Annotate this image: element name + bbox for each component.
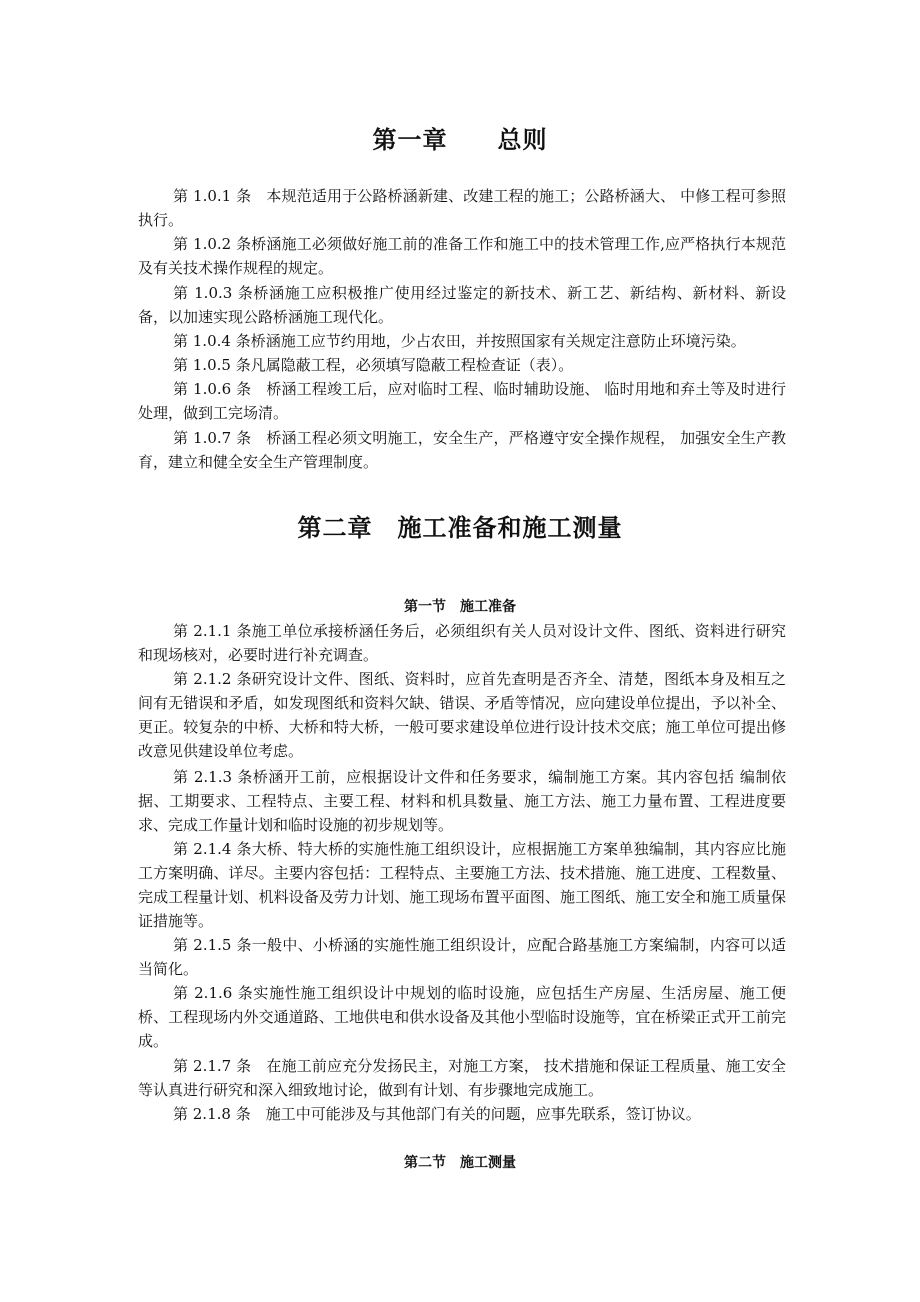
article-1-0-1: 第 1.0.1 条 本规范适用于公路桥涵新建、改建工程的施工；公路桥涵大、 中修工程可参照执行。 — [138, 187, 786, 229]
article-2-1-3: 第 2.1.3 条桥涵开工前，应根据设计文件和任务要求，编制施工方案。其内容包括 编制依据、工期要求、工程特点、主要工程、材料和机具数量、施工方法、施工力量布置、工程进度要求、完成工作量计划和临时设施的初步规划等。 — [138, 768, 786, 834]
article-2-1-5: 第 2.1.5 条一般中、小桥涵的实施性施工组织设计，应配合路基施工方案编制，内容可以适当简化。 — [138, 936, 786, 978]
article-2-1-1: 第 2.1.1 条施工单位承接桥涵任务后，必须组织有关人员对设计文件、图纸、资料进行研究和现场核对，必要时进行补充调查。 — [138, 622, 786, 664]
section-1-title: 第一节 施工准备 — [404, 599, 516, 615]
chapter-1-title: 第一章 总则 — [372, 126, 548, 154]
article-2-1-4: 第 2.1.4 条大桥、特大桥的实施性施工组织设计，应根据施工方案单独编制，其内容应比施工方案明确、详尽。主要内容包括：工程特点、主要施工方法、技术措施、施工进度、工程数量、完成工程量计划、机料设备及劳力计划、施工现场布置平面图、施工图纸、施工安全和施工质量保证措施等。 — [138, 840, 786, 930]
article-1-0-2: 第 1.0.2 条桥涵施工必须做好施工前的准备工作和施工中的技术管理工作,应严格执行本规范及有关技术操作规程的规定。 — [138, 235, 786, 277]
article-2-1-7: 第 2.1.7 条 在施工前应充分发扬民主，对施工方案， 技术措施和保证工程质量、施工安全等认真进行研究和深入细致地讨论，做到有计划、有步骤地完成施工。 — [138, 1057, 786, 1099]
section-2-title: 第二节 施工测量 — [404, 1155, 516, 1171]
article-2-1-2: 第 2.1.2 条研究设计文件、图纸、资料时，应首先查明是否齐全、清楚，图纸本身及相互之间有无错误和矛盾，如发现图纸和资料欠缺、错误、矛盾等情况，应向建设单位提出，予以补全、更正。较复杂的中桥、大桥和特大桥，一般可要求建设单位进行设计技术交底；施工单位可提出修改意见供建设单位考虑。 — [138, 670, 786, 760]
article-1-0-7: 第 1.0.7 条 桥涵工程必须文明施工，安全生产，严格遵守安全操作规程， 加强安全生产教育，建立和健全安全生产管理制度。 — [138, 429, 786, 471]
article-1-0-6: 第 1.0.6 条 桥涵工程竣工后，应对临时工程、临时辅助设施、 临时用地和弃土等及时进行处理，做到工完场清。 — [138, 380, 786, 422]
article-1-0-4: 第 1.0.4 条桥涵施工应节约用地，少占农田，并按照国家有关规定注意防止环境污染。 — [173, 332, 746, 350]
article-1-0-3: 第 1.0.3 条桥涵施工应积极推广使用经过鉴定的新技术、新工艺、新结构、新材料、新设备，以加速实现公路桥涵施工现代化。 — [138, 284, 786, 326]
article-1-0-5: 第 1.0.5 条凡属隐蔽工程，必须填写隐蔽工程检查证（表）。 — [173, 356, 574, 374]
article-2-1-6: 第 2.1.6 条实施性施工组织设计中规划的临时设施，应包括生产房屋、生活房屋、施工便桥、工程现场内外交通道路、工地供电和供水设备及其他小型临时设施等，宜在桥梁正式开工前完成。 — [138, 984, 786, 1050]
article-2-1-8: 第 2.1.8 条 施工中可能涉及与其他部门有关的问题，应事先联系，签订协议。 — [173, 1105, 701, 1123]
chapter-2-title: 第二章 施工准备和施工测量 — [297, 514, 623, 542]
